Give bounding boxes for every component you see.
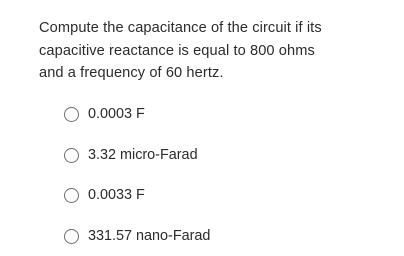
radio-button[interactable]: [64, 107, 79, 122]
answer-option-label: 0.0033 F: [88, 187, 145, 203]
answer-option-4[interactable]: [64, 225, 210, 247]
answer-option-label: 0.0003 F: [88, 106, 145, 122]
answer-option-2[interactable]: [64, 144, 198, 166]
radio-button[interactable]: [64, 229, 79, 244]
answer-option-label: 331.57 nano-Farad: [88, 228, 211, 244]
radio-button[interactable]: [64, 188, 79, 203]
question-line: capacitive reactance is equal to 800 ohms: [39, 42, 315, 59]
answer-option-3[interactable]: [64, 184, 145, 206]
radio-button[interactable]: [64, 148, 79, 163]
answer-option-label: 3.32 micro-Farad: [88, 147, 198, 163]
question-line: and a frequency of 60 hertz.: [39, 65, 224, 81]
answer-option-1[interactable]: [64, 103, 145, 125]
question-line: Compute the capacitance of the circuit if its: [39, 20, 322, 36]
